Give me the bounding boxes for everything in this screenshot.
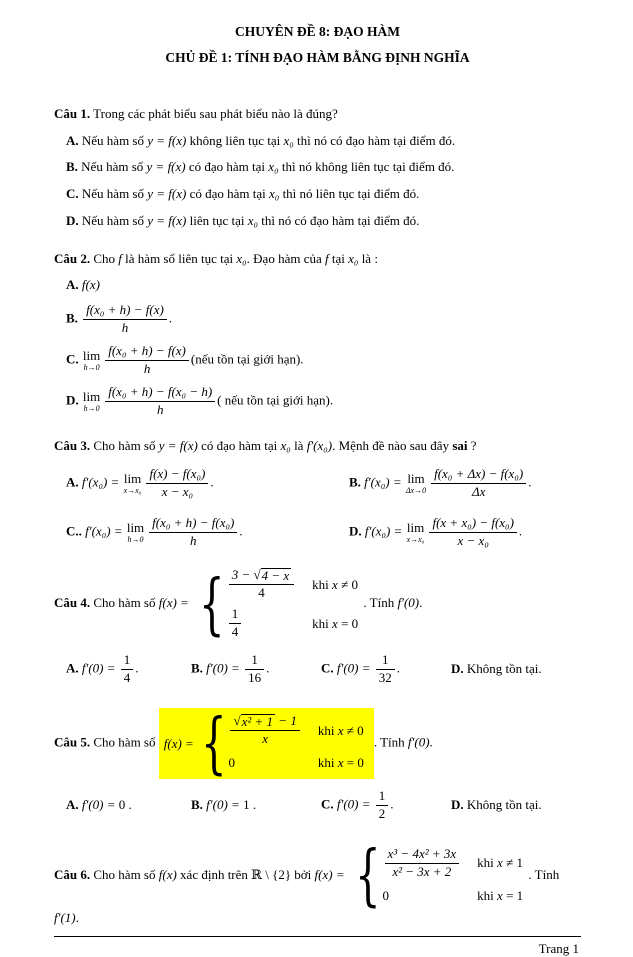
question-3 — [54, 428, 581, 555]
page-footer — [54, 936, 581, 957]
question-2-option-d: D. lim h→0 $\frac{\text{f(x₀ + h) − f(x₀ − h)}}{h}$ ( nếu tồn tại giới hạn). — [66, 383, 334, 417]
question-3-option-a: A. f′(x₀) = lim x→x₀ $\frac{\text{f(x) − f(x₀)}}{\text{x − x₀}}$ . — [66, 466, 214, 500]
question-1-option-d: D. Nếu hàm số y = f(x) liên tục tại x₀ thì nó có đạo hàm tại điểm đó. — [66, 213, 420, 229]
question-3-option-b: B. f′(x₀) = lim Δx→0 $\frac{\text{f(x₀ + Δx) − f(x₀)}}{\Delta x}$ . — [349, 466, 532, 500]
question-1-option-c: C. Nếu hàm số y = f(x) có đạo hàm tại x₀ thì nó liên tục tại điểm đó. — [66, 186, 420, 202]
page-number: Trang 1 — [538, 940, 579, 956]
question-5-text: Câu 5. Cho hàm số f(x) = { √ x² + 1 − 1 x khi x ≠ 0 0 khi x = 0 . Tính f′(0). — [54, 704, 433, 782]
question-4-text: Câu 4. Cho hàm số f(x) = { 3 − √ 4 − x 4 khi x ≠ 0 $\frac{1}{4}$ khi x = 0 . Tính f′(0). — [54, 565, 423, 643]
question-4 — [54, 557, 581, 698]
question-4-options — [54, 653, 581, 686]
question-2-option-b: B. $\frac{\text{f(x₀ + h) − f(x)}}{h}$ . — [66, 302, 173, 336]
page-subtitle: CHỦ ĐỀ 1: TÍNH ĐẠO HÀM BẰNG ĐỊNH NGHĨA — [165, 50, 470, 65]
question-5-option-a: A. f′(0) = 0 . — [66, 796, 132, 812]
question-1-text: Câu 1. Trong các phát biểu sau phát biểu nào là đúng? — [54, 106, 338, 121]
question-5-option-b: B. f′(0) = 1 . — [191, 796, 257, 812]
question-5 — [54, 700, 581, 834]
question-5-option-d: D. Không tồn tại. — [451, 796, 542, 812]
question-3-option-c: C.. f′(x₀) = lim h→0 $\frac{\text{f(x₀ + h) − f(x₀)}}{h}$ . — [66, 515, 243, 549]
question-4-option-d: D. Không tồn tại. — [451, 661, 542, 677]
question-2 — [54, 241, 581, 426]
question-1 — [54, 96, 581, 239]
question-2-option-c: C. lim h→0 $\frac{\text{f(x₀ + h) − f(x)}}{h}$ (nếu tồn tại giới hạn). — [66, 343, 304, 377]
question-1-option-a: A. Nếu hàm số y = f(x) không liên tục tại x₀ thì nó có đạo hàm tại điểm đó. — [66, 132, 456, 148]
question-6 — [54, 836, 581, 934]
question-2-text: Câu 2. Cho f là hàm số liên tục tại x₀. Đạo hàm của f tại x₀ là : — [54, 250, 378, 266]
question-4-option-a: A. f′(0) = $\frac{1}{4}$ . — [66, 652, 139, 686]
question-3-options — [54, 461, 581, 555]
question-6-text: Câu 6. Cho hàm số f(x) xác định trên ℝ \ {2} bởi f(x) = { $\frac{\text{x³ − 4x² + 3x}}{\text{x² − 3x + 2}}$ khi x ≠ 1 0 khi x = 1 . Tính f′(1). — [54, 837, 560, 926]
question-3-text: Câu 3. Cho hàm số y = f(x) có đạo hàm tại x₀ là f′(x₀). Mệnh đề nào sau đây sai ? — [54, 437, 477, 453]
question-3-option-d: D. f′(x₀) = lim x→x₀ $\frac{\text{f(x + x₀) − f(x₀)}}{\text{x − x₀}}$ . — [349, 515, 523, 549]
question-4-option-b: B. f′(0) = $\frac{1}{16}$ . — [191, 652, 270, 686]
question-1-option-b: B. Nếu hàm số y = f(x) có đạo hàm tại x₀ thì nó không liên tục tại điểm đó. — [66, 159, 455, 175]
question-5-option-c: C. f′(0) = $\frac{1}{2}$ . — [321, 787, 394, 821]
page-title: CHUYÊN ĐỀ 8: ĐẠO HÀM — [235, 24, 400, 39]
question-5-options — [54, 789, 581, 822]
question-4-option-c: C. f′(0) = $\frac{1}{32}$ . — [321, 652, 401, 686]
question-2-option-a: A. f(x) — [66, 277, 100, 293]
